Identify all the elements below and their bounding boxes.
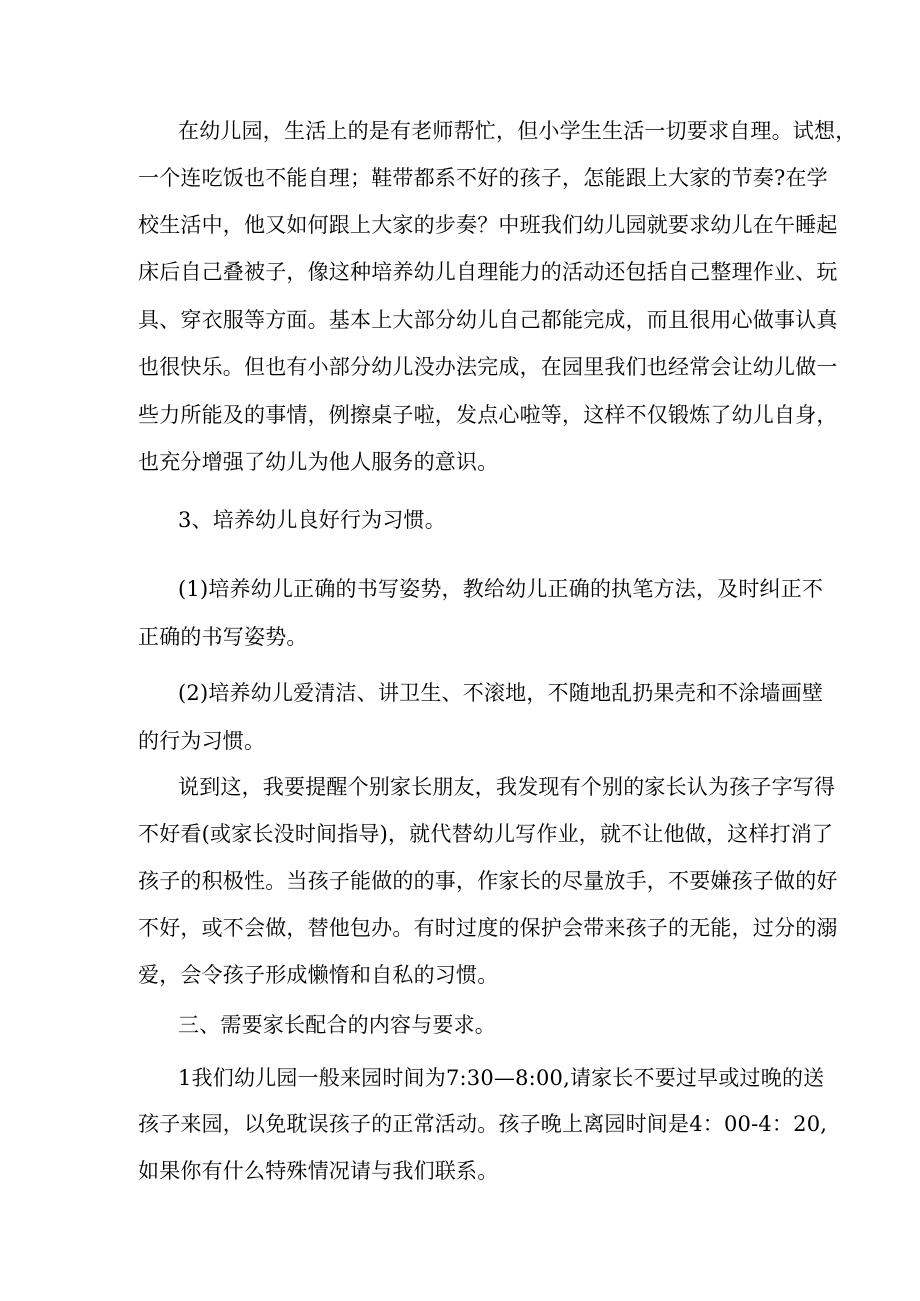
paragraph-line: 在幼儿园，生活上的是有老师帮忙，但小学生生活一切要求自理。试想， [178, 119, 857, 143]
paragraph-line: 一个连吃饭也不能自理；鞋带都系不好的孩子，怎能跟上大家的节奏?在学 [138, 166, 828, 190]
paragraph-line: 说到这，我要提醒个别家长朋友，我发现有个别的家长认为孩子字写得 [178, 775, 836, 799]
paragraph-line: 孩子的积极性。当孩子能做的的事，作家长的尽量放手，不要嫌孩子做的好 [138, 869, 838, 893]
paragraph-line: 校生活中，他又如何跟上大家的步奏？中班我们幼儿园就要求幼儿在午睡起 [138, 213, 838, 237]
section-heading: 3、培养幼儿良好行为习惯。 [178, 508, 446, 532]
paragraph-line: 具、穿衣服等方面。基本上大部分幼儿自己都能完成，而且很用心做事认真 [138, 308, 838, 332]
paragraph-line: 也充分增强了幼儿为他人服务的意识。 [138, 450, 499, 474]
paragraph-line: 如果你有什么特殊情况请与我们联系。 [138, 1159, 499, 1183]
paragraph-line: 孩子来园，以免耽误孩子的正常活动。孩子晚上离园时间是4：00-4：20, [138, 1112, 828, 1136]
section-heading: 三、需要家长配合的内容与要求。 [178, 1013, 496, 1037]
paragraph-line: 也很快乐。但也有小部分幼儿没办法完成，在园里我们也经常会让幼儿做一 [138, 355, 838, 379]
paragraph-line: 1我们幼儿园一般来园时间为7:30—8:00,请家长不要过早或过晚的送 [178, 1066, 825, 1090]
paragraph-line: 不好看(或家长没时间指导)，就代替幼儿写作业，就不让他做，这样打消了 [138, 822, 834, 846]
paragraph-line: 些力所能及的事情，例擦桌子啦，发点心啦等，这样不仅锻炼了幼儿自身， [138, 403, 838, 427]
paragraph-line: 床后自己叠被子，像这种培养幼儿自理能力的活动还包括自己整理作业、玩 [138, 260, 838, 284]
paragraph-line: 不好，或不会做，替他包办。有时过度的保护会带来孩子的无能，过分的溺 [138, 916, 838, 940]
paragraph-line: 爱，会令孩子形成懒惰和自私的习惯。 [138, 963, 499, 987]
paragraph-line: (2)培养幼儿爱清洁、讲卫生、不滚地，不随地乱扔果壳和不涂墙画壁 [178, 681, 824, 705]
paragraph-line: (1)培养幼儿正确的书写姿势，教给幼儿正确的执笔方法，及时纠正不 [178, 577, 824, 601]
paragraph-line: 正确的书写姿势。 [138, 625, 308, 649]
paragraph-line: 的行为习惯。 [138, 729, 266, 753]
